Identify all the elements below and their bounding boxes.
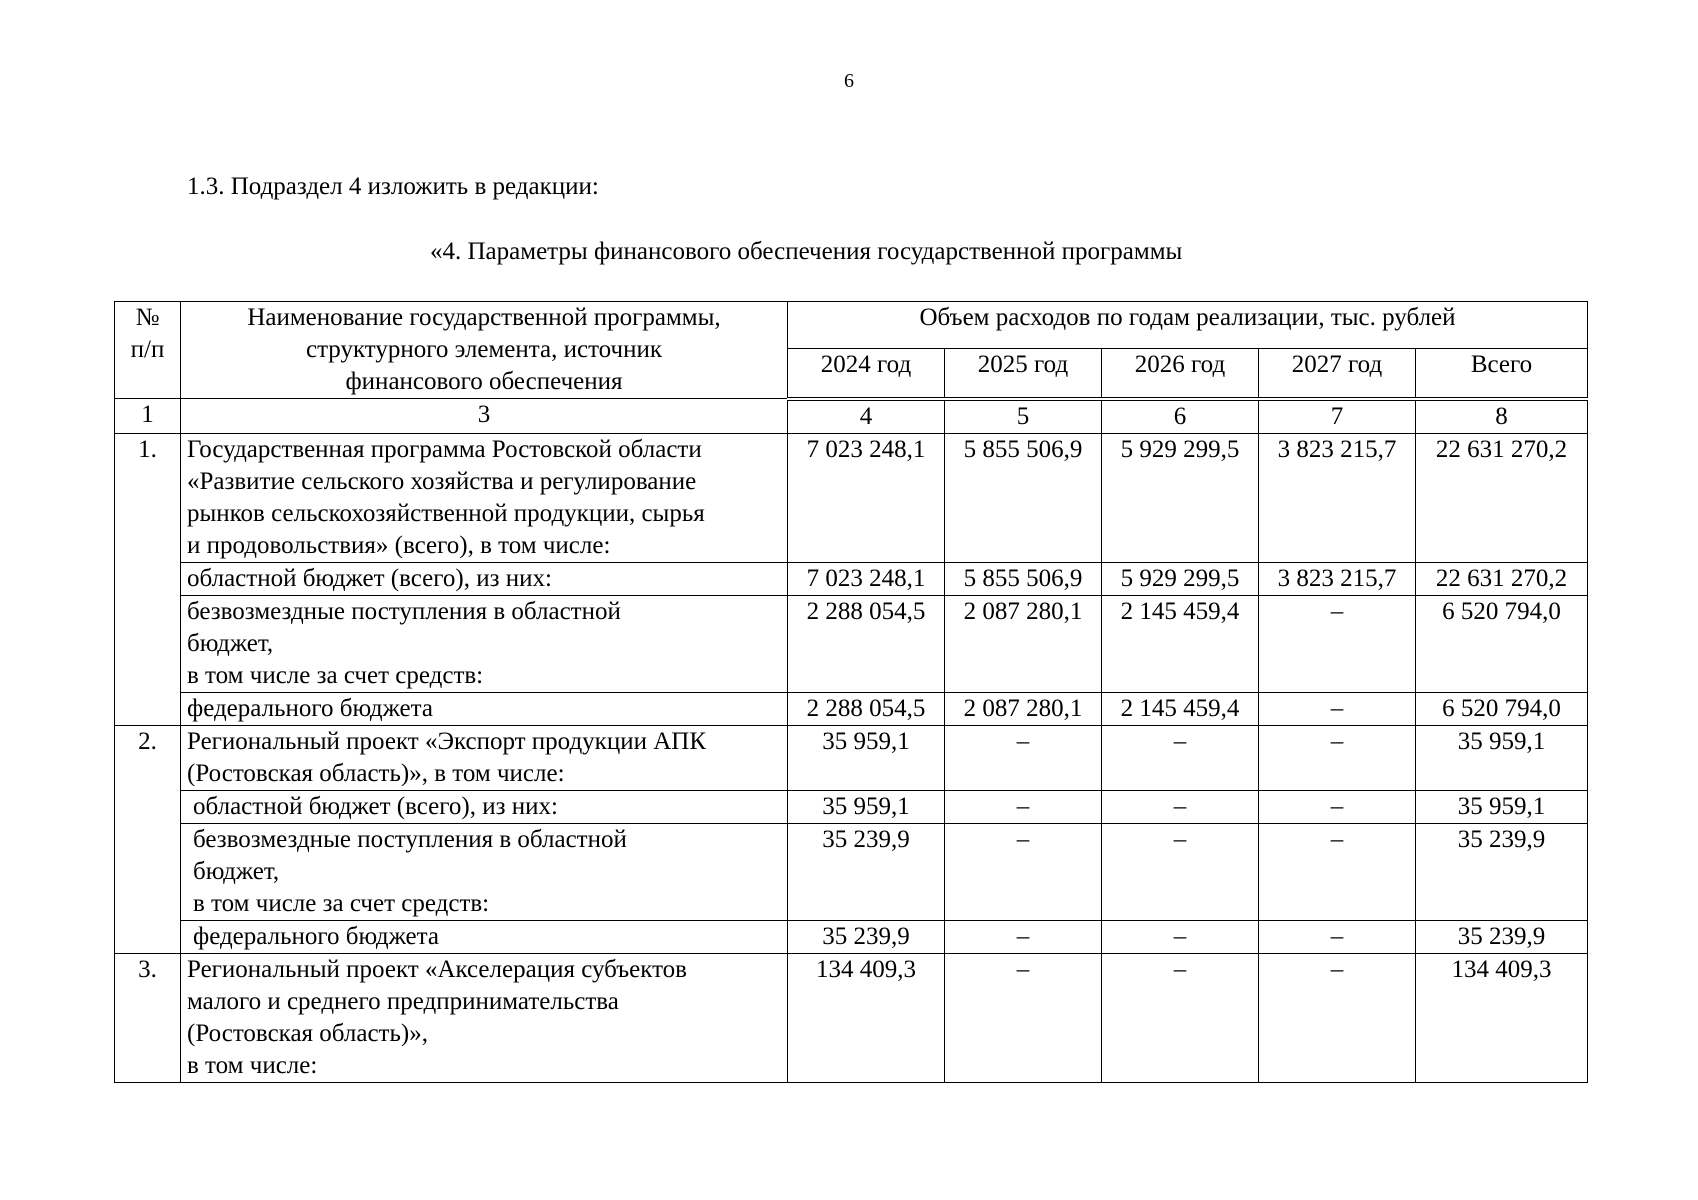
row-total-value: 134 409,3 xyxy=(1416,953,1588,1082)
table-row xyxy=(115,790,1588,823)
table-row xyxy=(115,823,1588,920)
row-name-line: Региональный проект «Экспорт продукции АПК xyxy=(187,727,706,755)
table-row xyxy=(115,953,1588,1082)
row-total-value: 22 631 270,2 xyxy=(1416,433,1588,562)
row-year-value: – xyxy=(1259,692,1416,725)
section-title: «4. Параметры финансового обеспечения государственной программы xyxy=(430,238,1183,265)
page-number: 6 xyxy=(844,70,854,92)
row-year-value: – xyxy=(1102,790,1259,823)
row-name-line: «Развитие сельского хозяйства и регулирование xyxy=(187,467,697,495)
row-year-value: – xyxy=(1259,920,1416,953)
row-year-value: 3 823 215,7 xyxy=(1259,433,1416,562)
row-name-line: федерального бюджета xyxy=(193,922,439,950)
row-year-value: – xyxy=(1102,725,1259,790)
column-number: 5 xyxy=(945,399,1102,434)
row-name-line: областной бюджет (всего), из них: xyxy=(193,792,558,820)
header-name-line: структурного элемента, источник xyxy=(305,336,663,363)
column-number: 3 xyxy=(181,399,788,434)
table-row xyxy=(115,562,1588,595)
header-name-line: Наименование государственной программы, xyxy=(247,304,721,331)
column-number: 1 xyxy=(115,399,181,434)
row-year-value: – xyxy=(1102,823,1259,920)
row-name-line: бюджет, xyxy=(193,857,280,885)
row-number: 2. xyxy=(115,725,181,953)
header-total: Всего xyxy=(1416,349,1588,399)
row-year-value: 35 959,1 xyxy=(788,790,945,823)
instruction-text: 1.3. Подраздел 4 изложить в редакции: xyxy=(187,173,599,200)
row-year-value: – xyxy=(1259,725,1416,790)
header-num-line: № xyxy=(135,304,160,331)
row-total-value: 35 959,1 xyxy=(1416,725,1588,790)
row-total-value: 22 631 270,2 xyxy=(1416,562,1588,595)
row-year-value: – xyxy=(1259,953,1416,1082)
header-num-line: п/п xyxy=(130,336,165,363)
row-year-value: 2 145 459,4 xyxy=(1102,692,1259,725)
financing-table xyxy=(114,301,1588,1083)
column-number: 7 xyxy=(1259,399,1416,434)
header-year: 2024 год xyxy=(788,349,945,399)
row-name-line: безвозмездные поступления в областной xyxy=(193,825,627,853)
row-name xyxy=(181,823,788,920)
row-name-line: федерального бюджета xyxy=(187,694,433,722)
row-year-value: 5 929 299,5 xyxy=(1102,433,1259,562)
row-name-line: бюджет, xyxy=(187,629,274,657)
row-year-value: 2 145 459,4 xyxy=(1102,595,1259,692)
row-year-value: 7 023 248,1 xyxy=(788,562,945,595)
header-name xyxy=(181,302,788,399)
row-total-value: 6 520 794,0 xyxy=(1416,595,1588,692)
row-year-value: 5 855 506,9 xyxy=(945,562,1102,595)
row-name-line: (Ростовская область)», в том числе: xyxy=(187,759,565,787)
row-name xyxy=(181,920,788,953)
row-year-value: – xyxy=(945,823,1102,920)
header-num xyxy=(115,302,181,399)
row-name-line: малого и среднего предпринимательства xyxy=(187,987,619,1015)
table-row xyxy=(115,595,1588,692)
row-name-line: в том числе за счет средств: xyxy=(193,889,490,917)
row-number: 3. xyxy=(115,953,181,1082)
row-total-value: 6 520 794,0 xyxy=(1416,692,1588,725)
row-name-line: Региональный проект «Акселерация субъектов xyxy=(187,955,687,983)
row-total-value: 35 239,9 xyxy=(1416,920,1588,953)
row-year-value: – xyxy=(945,920,1102,953)
row-year-value: – xyxy=(1259,823,1416,920)
row-name-line: безвозмездные поступления в областной xyxy=(187,597,621,625)
row-year-value: 5 855 506,9 xyxy=(945,433,1102,562)
row-name xyxy=(181,790,788,823)
table-row xyxy=(115,692,1588,725)
row-name xyxy=(181,562,788,595)
row-year-value: 35 959,1 xyxy=(788,725,945,790)
row-name-line: областной бюджет (всего), из них: xyxy=(187,564,552,592)
row-year-value: 2 087 280,1 xyxy=(945,595,1102,692)
row-year-value: 7 023 248,1 xyxy=(788,433,945,562)
row-year-value: – xyxy=(945,725,1102,790)
row-year-value: – xyxy=(1259,790,1416,823)
row-name-line: и продовольствия» (всего), в том числе: xyxy=(187,531,611,559)
column-number: 8 xyxy=(1416,399,1588,434)
row-year-value: – xyxy=(945,953,1102,1082)
row-total-value: 35 959,1 xyxy=(1416,790,1588,823)
row-name xyxy=(181,595,788,692)
row-name xyxy=(181,433,788,562)
row-year-value: – xyxy=(1259,595,1416,692)
row-name-line: Государственная программа Ростовской области xyxy=(187,435,702,463)
row-name xyxy=(181,692,788,725)
row-year-value: 35 239,9 xyxy=(788,823,945,920)
header-volume: Объем расходов по годам реализации, тыс. рублей xyxy=(788,302,1588,349)
table-row xyxy=(115,725,1588,790)
row-year-value: 2 288 054,5 xyxy=(788,692,945,725)
table-row xyxy=(115,433,1588,562)
row-name xyxy=(181,953,788,1082)
row-name-line: в том числе: xyxy=(187,1051,318,1079)
header-year: 2025 год xyxy=(945,349,1102,399)
row-year-value: 35 239,9 xyxy=(788,920,945,953)
row-year-value: – xyxy=(1102,953,1259,1082)
row-year-value: 2 288 054,5 xyxy=(788,595,945,692)
row-year-value: 3 823 215,7 xyxy=(1259,562,1416,595)
column-number: 4 xyxy=(788,399,945,434)
header-name-line: финансового обеспечения xyxy=(345,368,623,395)
row-year-value: – xyxy=(945,790,1102,823)
header-row-1 xyxy=(115,302,1588,349)
row-name-line: в том числе за счет средств: xyxy=(187,661,484,689)
header-year: 2026 год xyxy=(1102,349,1259,399)
row-name-line: рынков сельскохозяйственной продукции, сырья xyxy=(187,499,705,527)
row-year-value: 2 087 280,1 xyxy=(945,692,1102,725)
row-total-value: 35 239,9 xyxy=(1416,823,1588,920)
row-year-value: 134 409,3 xyxy=(788,953,945,1082)
row-year-value: 5 929 299,5 xyxy=(1102,562,1259,595)
row-name xyxy=(181,725,788,790)
column-number: 6 xyxy=(1102,399,1259,434)
row-year-value: – xyxy=(1102,920,1259,953)
header-year: 2027 год xyxy=(1259,349,1416,399)
table-row xyxy=(115,920,1588,953)
column-numbers-row xyxy=(115,399,1588,434)
row-number: 1. xyxy=(115,433,181,725)
row-name-line: (Ростовская область)», xyxy=(187,1019,428,1047)
